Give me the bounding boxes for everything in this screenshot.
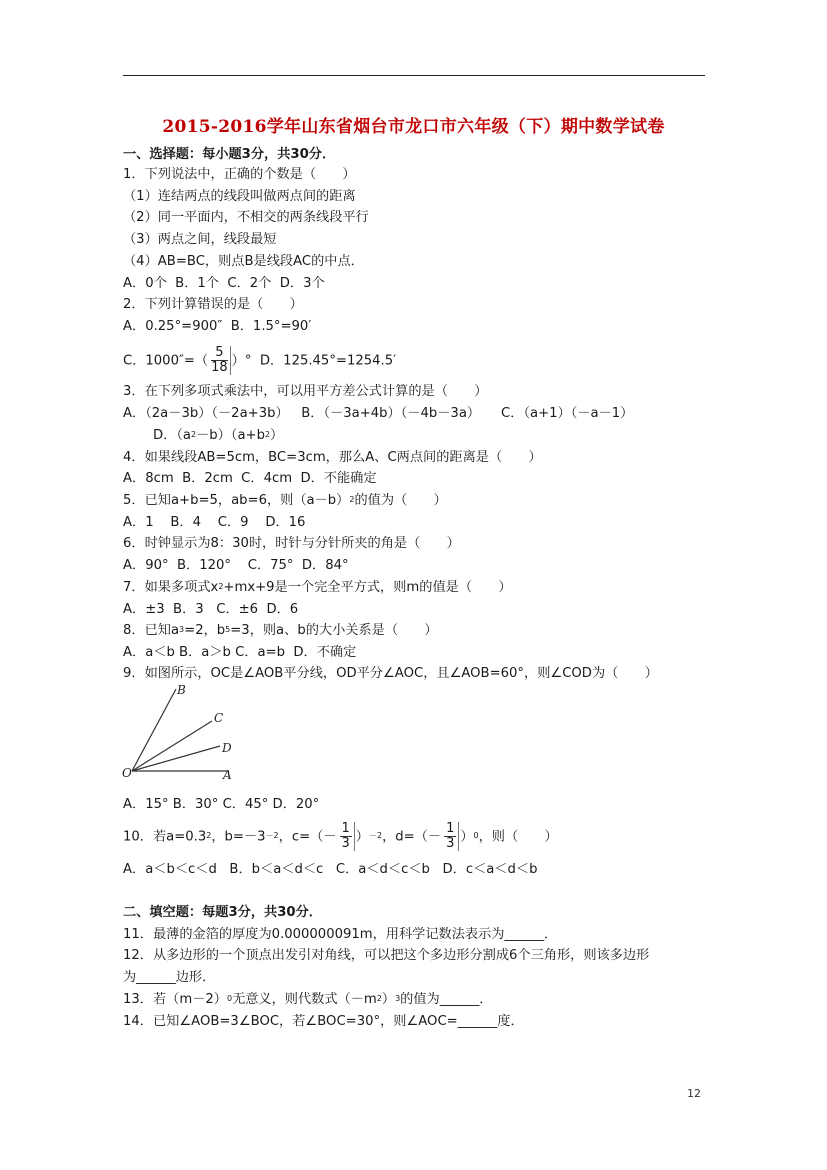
question-9-options: A．15° B．30° C．45° D．20° (123, 797, 320, 812)
q7-part-a: 7．如果多项式x (123, 580, 219, 595)
exam-title: 2015-2016学年山东省烟台市龙口市六年级（下）期中数学试卷 (162, 117, 665, 137)
label-a: A (223, 768, 232, 782)
question-10 (123, 822, 558, 853)
question-6-options: A．90° B．120° C．75° D．84° (123, 558, 349, 573)
q5-part-b: 的值为（ ） (354, 493, 447, 508)
fraction-1-3 (338, 822, 355, 851)
q3-d-part-b: －b）（a+b (196, 428, 265, 443)
superscript: 2 (206, 831, 212, 840)
fraction-numerator: 5 (211, 346, 228, 361)
superscript: －2 (368, 831, 383, 840)
superscript: －2 (265, 831, 279, 840)
question-5 (123, 492, 447, 510)
fraction-denominator: 18 (211, 360, 228, 375)
fraction-denominator: 3 (446, 836, 455, 851)
fraction-denominator: 3 (341, 836, 350, 851)
q2-c-prefix: C．1000″=（ (123, 353, 209, 369)
question-8-options: A．a＜b B．a＞b C．a=b D．不确定 (123, 645, 357, 660)
superscript: 3 (395, 994, 401, 1003)
question-7 (123, 579, 512, 597)
question-1-statement-1: （1）连结两点的线段叫做两点间的距离 (123, 189, 356, 204)
fraction-5-18 (209, 346, 231, 375)
label-b: B (177, 684, 186, 697)
question-3: 3．在下列多项式乘法中，可以用平方差公式计算的是（ ） (123, 384, 488, 399)
fraction-numerator: 1 (446, 821, 455, 836)
question-3-option-d (153, 427, 283, 445)
question-1: 1．下列说法中，正确的个数是（ ） (123, 167, 356, 182)
question-1-statement-2: （2）同一平面内，不相交的两条线段平行 (123, 210, 369, 225)
q13-part-a: 13．若（m－2） (123, 992, 227, 1007)
question-2: 2．下列计算错误的是（ ） (123, 297, 303, 312)
superscript: 2 (218, 582, 224, 591)
superscript: 5 (225, 625, 231, 634)
question-4-options: A．8cm B．2cm C．4cm D．不能确定 (123, 471, 377, 486)
q10-part-f: ） (460, 829, 474, 845)
question-10-options: A．a＜b＜c＜d B．b＜a＜d＜c C．a＜d＜c＜b D．c＜a＜d＜b (123, 862, 538, 877)
question-6: 6．时钟显示为8：30时，时针与分针所夹的角是（ ） (123, 536, 460, 551)
q13-part-d: 的值为______． (400, 992, 493, 1007)
label-d: D (222, 741, 232, 755)
q8-part-b: =2，b (184, 623, 226, 638)
q10-part-b: ，b=－3 (211, 829, 266, 845)
section-heading-1: 一、选择题：每小题3分，共30分． (123, 147, 336, 162)
question-3-options-abc: A．（2a－3b）（－2a+3b） B．（－3a+4b）（－4b－3a） C．（a+1）（－a－1） (123, 406, 634, 421)
ray-oc (132, 721, 212, 771)
question-1-statement-4: （4）AB=BC，则点B是线段AC的中点． (123, 254, 364, 269)
superscript: 0 (473, 831, 479, 840)
question-12-line-2: 为______边形． (123, 970, 216, 985)
question-5-options: A．1 B．4 C．9 D．16 (123, 515, 306, 530)
header-rule (123, 75, 705, 76)
q10-part-a: 10．若a=0.3 (123, 829, 207, 845)
q10-part-g: ，则（ ） (478, 829, 558, 845)
q13-part-c: ） (381, 992, 396, 1007)
superscript: 2 (264, 430, 271, 439)
q13-part-b: 无意义，则代数式（－m (232, 992, 377, 1007)
question-7-options: A．±3 B．3 C．±6 D．6 (123, 602, 299, 617)
q5-part-a: 5．已知a+b=5，ab=6，则（a－b） (123, 493, 350, 508)
superscript: 2 (191, 430, 197, 439)
q8-part-c: =3，则a、b的大小关系是（ ） (230, 623, 438, 638)
fraction-numerator: 1 (341, 821, 350, 836)
q10-part-e: ，d=（－ (382, 829, 442, 845)
page-number: 12 (687, 1087, 701, 1100)
question-11: 11．最薄的金箔的厚度为0.000000091m，用科学记数法表示为______． (123, 927, 558, 942)
question-14: 14．已知∠AOB=3∠BOC，若∠BOC=30°，则∠AOC=______度． (123, 1014, 524, 1029)
superscript: 2 (349, 495, 355, 504)
q7-part-b: +mx+9是一个完全平方式，则m的值是（ ） (223, 580, 512, 595)
q8-part-a: 8．已知a (123, 623, 180, 638)
question-9: 9．如图所示，OC是∠AOB平分线，OD平分∠AOC，且∠AOB=60°，则∠COD为（ ） (123, 666, 658, 681)
question-2-options-ab: A．0.25°=900″ B．1.5°=90′ (123, 319, 312, 334)
q3-d-part-a: D．（a (153, 428, 192, 443)
question-1-statement-3: （3）两点之间，线段最短 (123, 232, 277, 247)
superscript: 2 (376, 994, 382, 1003)
question-13 (123, 991, 492, 1009)
question-2-options-cd (123, 346, 396, 377)
question-4: 4．如果线段AB=5cm，BC=3cm，那么A、C两点间的距离是（ ） (123, 450, 542, 465)
superscript: 0 (226, 994, 233, 1003)
q2-c-suffix: ）° D．125.45°=1254.5′ (231, 353, 397, 369)
ray-od (132, 746, 220, 771)
angle-figure (120, 684, 240, 784)
q3-d-part-c: ） (270, 428, 284, 443)
section-heading-2: 二、填空题：每题3分，共30分． (123, 905, 322, 920)
question-8 (123, 622, 438, 640)
question-1-options: A．0个 B．1个 C．2个 D．3个 (123, 276, 325, 291)
superscript: 3 (179, 625, 185, 634)
label-o: O (122, 766, 132, 780)
ray-ob (132, 689, 176, 771)
question-12-line-1: 12．从多边形的一个顶点出发引对角线，可以把这个多边形分割成6个三角形，则该多边形 (123, 948, 650, 963)
label-c: C (214, 711, 224, 725)
q10-part-d: ） (355, 829, 369, 845)
fraction-1-3 (442, 822, 459, 851)
q10-part-c: ，c=（－ (278, 829, 337, 845)
